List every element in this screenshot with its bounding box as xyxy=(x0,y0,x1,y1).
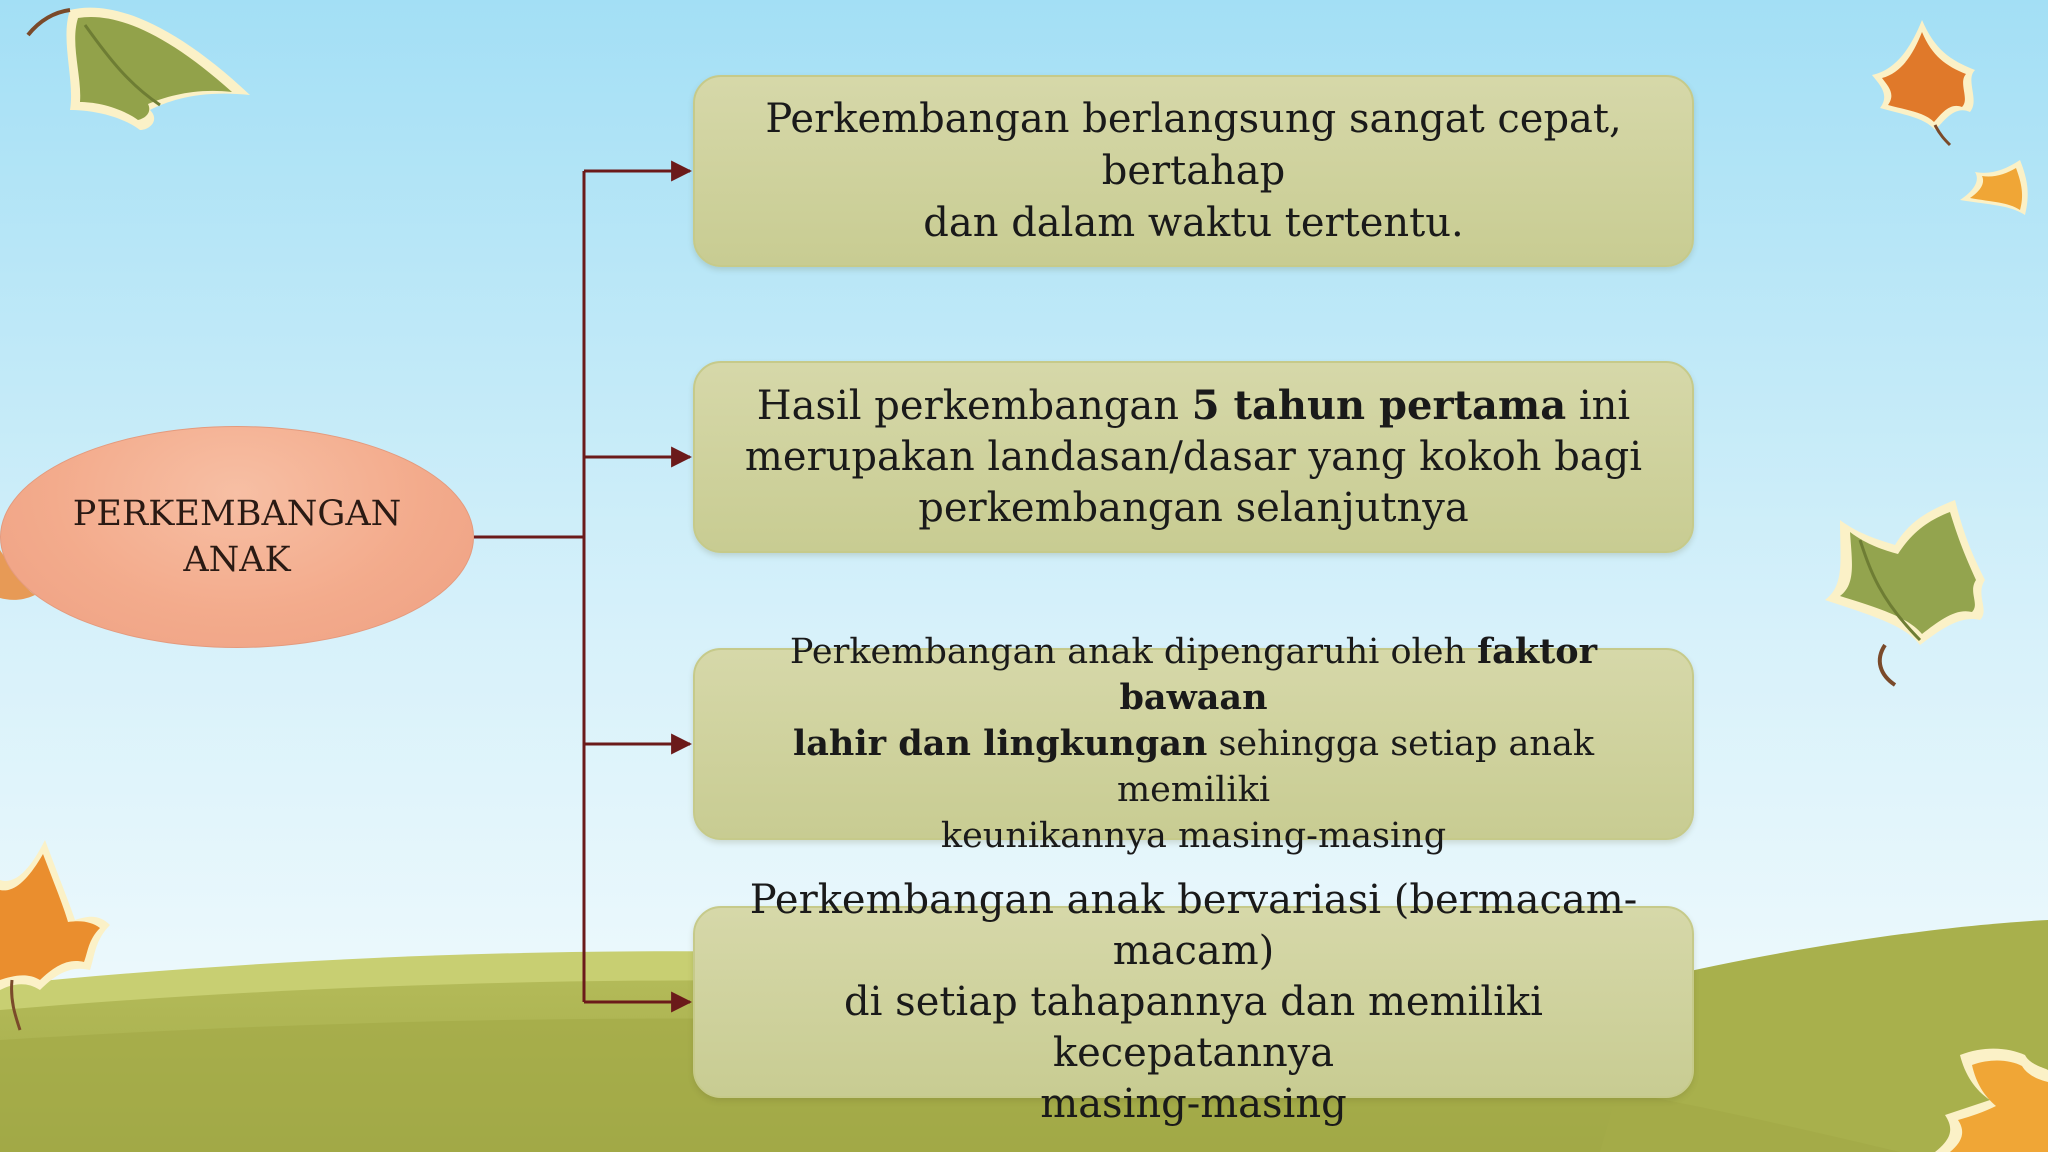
box2-bold-text: 5 tahun pertama xyxy=(1191,382,1567,429)
box3-line3: keunikannya masing-masing xyxy=(940,816,1447,856)
branch-box-3 xyxy=(693,631,1694,856)
center-node-label-line2: ANAK xyxy=(183,540,291,580)
box1-line1: Perkembangan berlangsung sangat cepat, bertahap xyxy=(765,96,1622,194)
branch-box-2 xyxy=(693,361,1694,553)
box4-line1: Perkembangan anak bervariasi (bermacam-macam) xyxy=(749,876,1638,974)
box2-line1: Hasil perkembangan 5 tahun pertama ini xyxy=(756,382,1631,429)
box4-line2: di setiap tahapannya dan memiliki kecepatannya xyxy=(844,978,1543,1076)
box3-bold-text-1: faktor bawaan xyxy=(1119,631,1598,718)
box3-line1: Perkembangan anak dipengaruhi oleh faktor bawaan xyxy=(789,631,1598,718)
branch-box-1 xyxy=(693,75,1694,267)
box3-bold-text-2: lahir dan lingkungan xyxy=(792,723,1208,764)
branch-box-4 xyxy=(693,876,1694,1127)
center-node-label-line1: PERKEMBANGAN xyxy=(72,494,402,534)
box2-line2: merupakan landasan/dasar yang kokoh bagi xyxy=(744,434,1643,480)
box2-line3: perkembangan selanjutnya xyxy=(918,485,1469,531)
box3-line2: lahir dan lingkungan sehingga setiap anak memiliki xyxy=(792,723,1595,810)
box4-line3: masing-masing xyxy=(1040,1080,1347,1127)
box1-line2: dan dalam waktu tertentu. xyxy=(923,200,1464,246)
center-node-ellipse xyxy=(0,426,474,648)
